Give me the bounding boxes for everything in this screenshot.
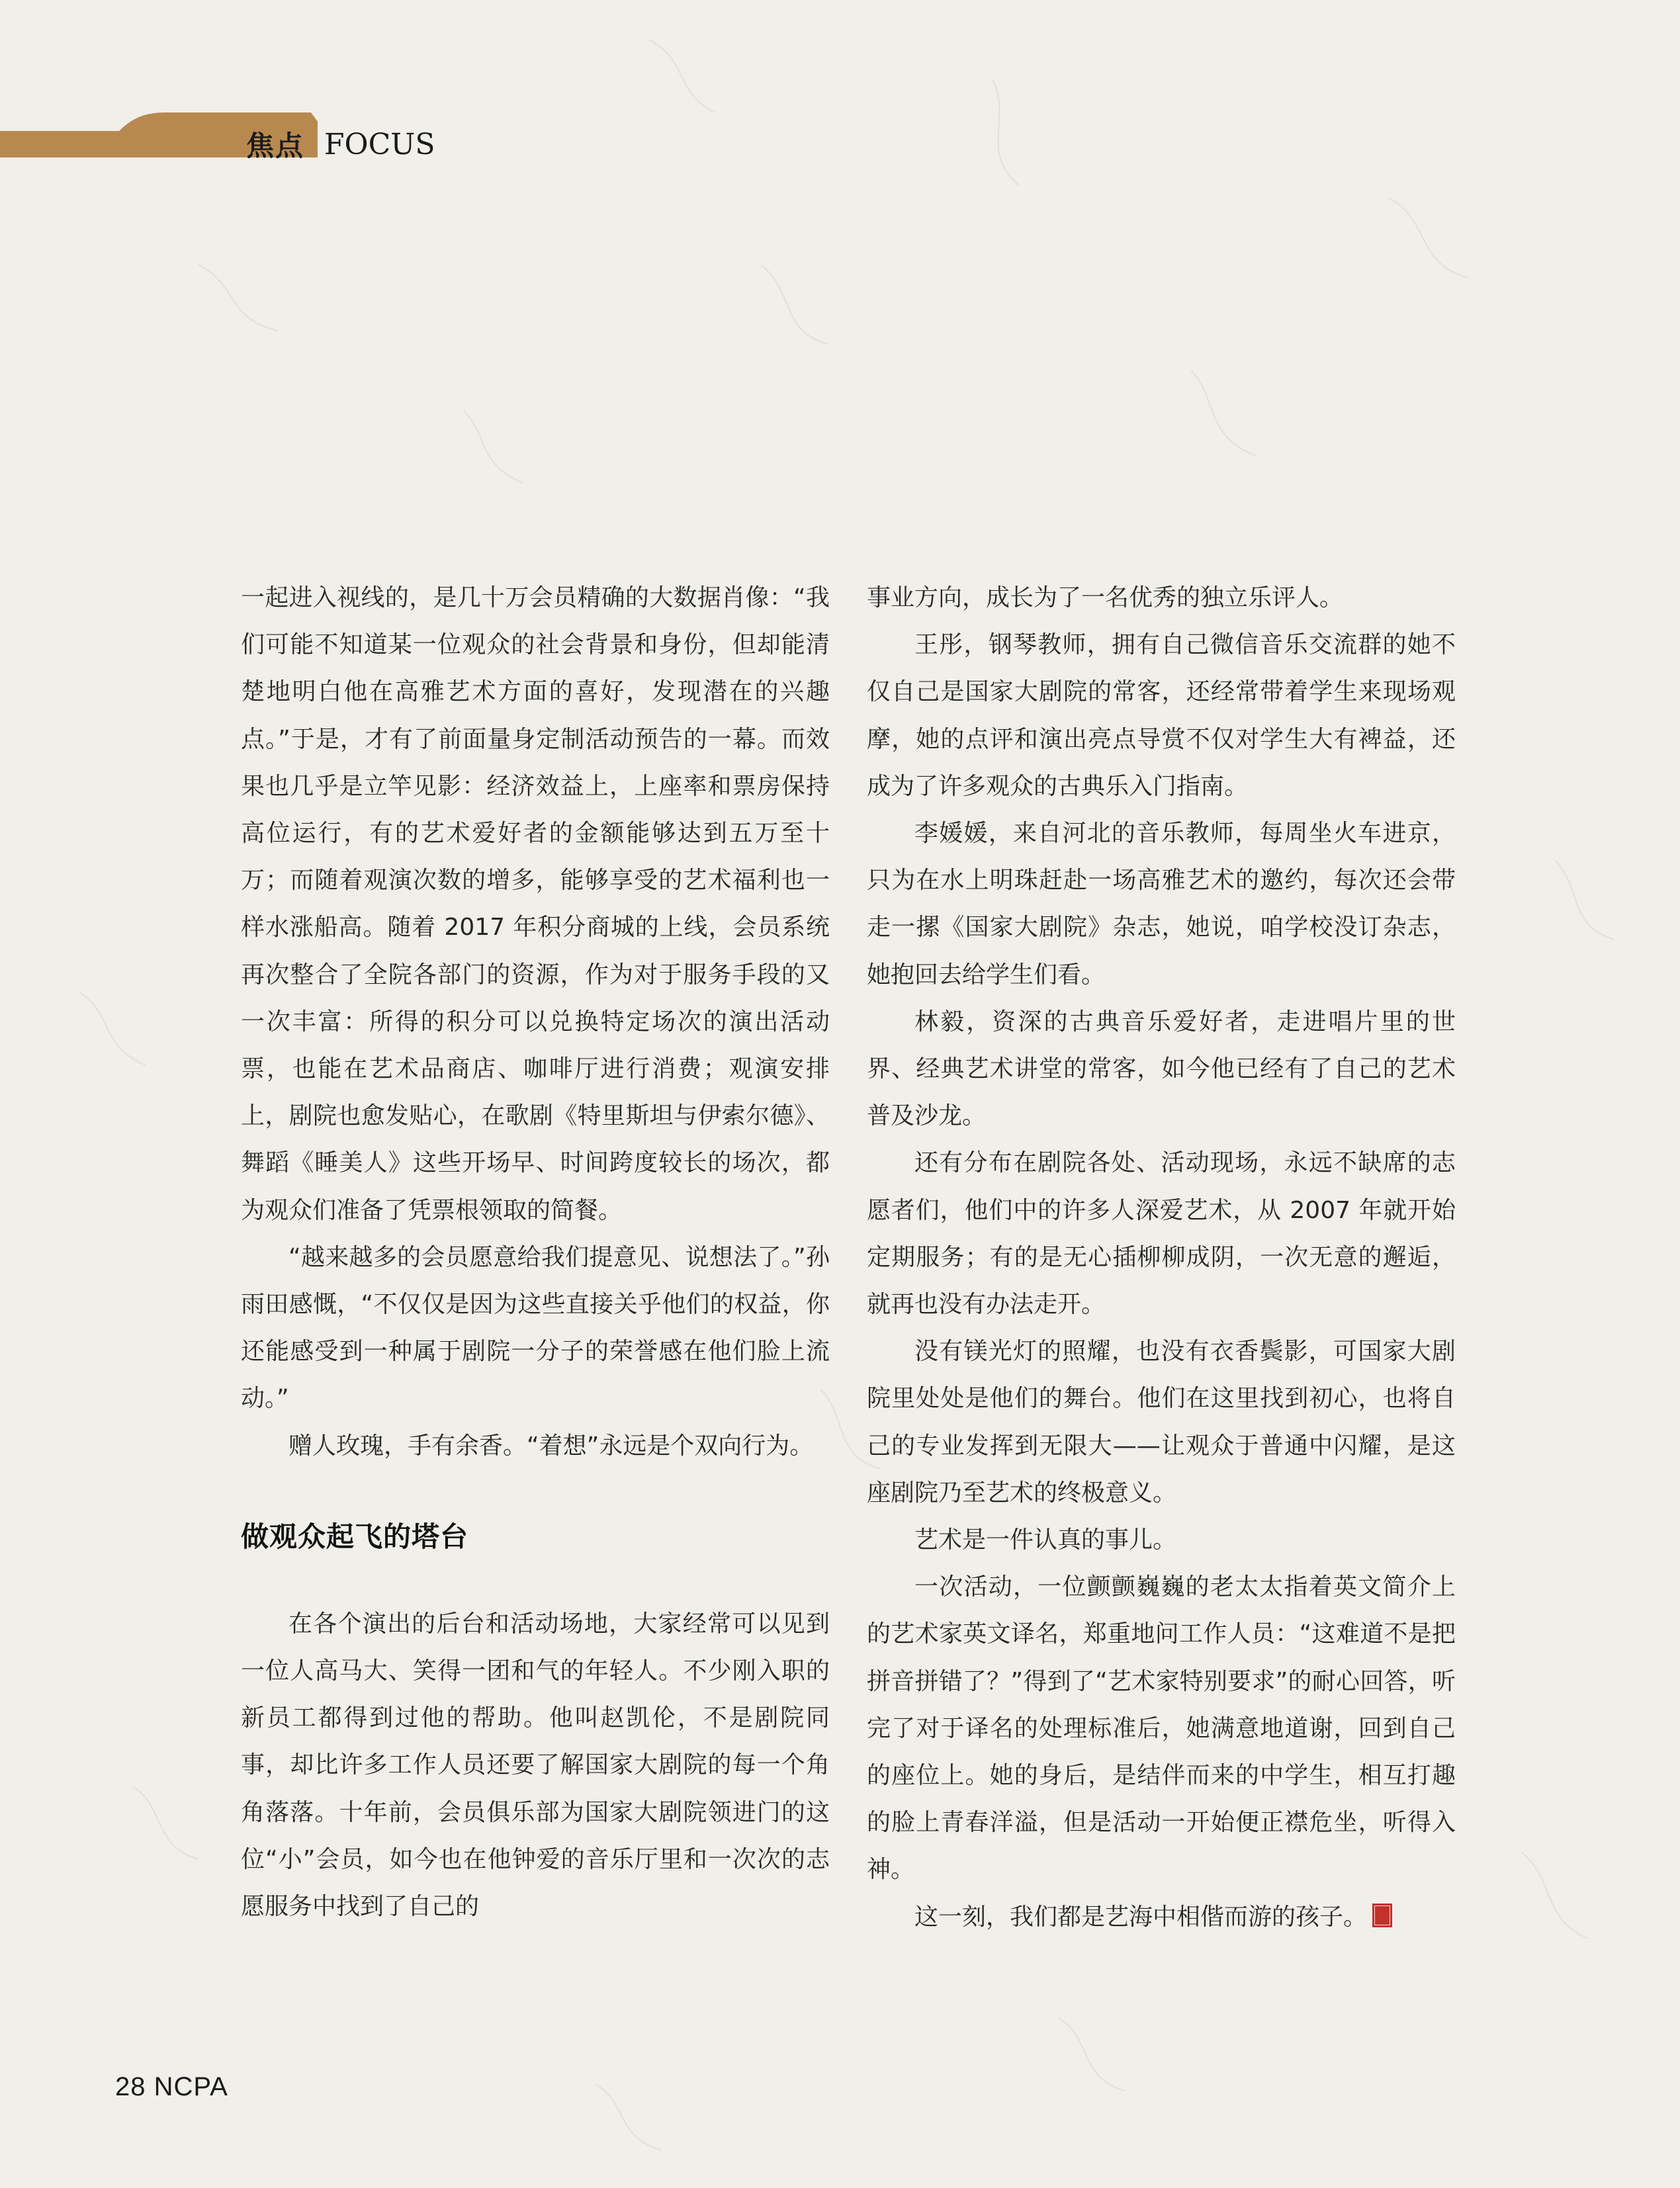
article-column-right — [867, 574, 1456, 1941]
paragraph: 李媛媛，来自河北的音乐教师，每周坐火车进京，只为在水上明珠赶赴一场高雅艺术的邀约，每次还会带走一摞《国家大剧院》杂志，她说，咱学校没订杂志，她抱回去给学生们看。 — [867, 820, 1456, 988]
closing-paragraph — [867, 1894, 1456, 1941]
paragraph: 一次活动，一位颤颤巍巍的老太太指着英文简介上的艺术家英文译名，郑重地问工作人员：“这难道不是把拼音拼错了？”得到了“艺术家特别要求”的耐心回答，听完了对于译名的处理标准后，她满意地道谢，回到自己的座位上。她的身后，是结伴而来的中学生，相互打趣的脸上青春洋溢，但是活动一开始便正襟危坐，听得入神。 — [867, 1573, 1456, 1884]
section-label — [246, 124, 435, 164]
section-title-en: FOCUS — [324, 127, 435, 161]
paragraph: 事业方向，成长为了一名优秀的独立乐评人。 — [867, 584, 1344, 611]
page-number: 28 — [115, 2072, 146, 2101]
paragraph: 在各个演出的后台和活动场地，大家经常可以见到一位人高马大、笑得一团和气的年轻人。不少刚入职的新员工都得到过他的帮助。他叫赵凯伦，不是剧院同事，却比许多工作人员还要了解国家大剧院的每一个角角落落。十年前，会员俱乐部为国家大剧院领进门的这位“小”会员，如今也在他钟爱的音乐厅里和一次次的志愿服务中找到了自己的 — [241, 1610, 830, 1921]
magazine-name: NCPA — [154, 2072, 228, 2101]
end-mark-icon — [1372, 1904, 1392, 1927]
paragraph: 一起进入视线的，是几十万会员精确的大数据肖像：“我们可能不知道某一位观众的社会背景和身份，但却能清楚地明白他在高雅艺术方面的喜好，发现潜在的兴趣点。”于是，才有了前面量身定制活动预告的一幕。而效果也几乎是立竿见影：经济效益上，上座率和票房保持高位运行，有的艺术爱好者的金额能够达到五万至十万；而随着观演次数的增多，能够享受的艺术福利也一样水涨船高。随着 2017 年积分商城的上线，会员系统再次整合了全院各部门的资源，作为对于服务手段的又一次丰富：所得的积分可以兑换特定场次的演出活动票，也能在艺术品商店、咖啡厅进行消费；观演安排上，剧院也愈发贴心，在歌剧《特里斯坦与伊索尔德》、舞蹈《睡美人》这些开场早、时间跨度较长的场次，都为观众们准备了凭票根领取的简餐。 — [241, 584, 830, 1224]
paragraph: “越来越多的会员愿意给我们提意见、说想法了。”孙雨田感慨，“不仅仅是因为这些直接关乎他们的权益，你还能感受到一种属于剧院一分子的荣誉感在他们脸上流动。” — [241, 1243, 830, 1413]
paragraph: 王彤，钢琴教师，拥有自己微信音乐交流群的她不仅自己是国家大剧院的常客，还经常带着学生来现场观摩，她的点评和演出亮点导赏不仅对学生大有裨益，还成为了许多观众的古典乐入门指南。 — [867, 631, 1456, 800]
article-column-left — [241, 574, 830, 1930]
section-heading: 做观众起飞的塔台 — [241, 1520, 469, 1553]
paragraph: 还有分布在剧院各处、活动现场，永远不缺席的志愿者们，他们中的许多人深爱艺术，从 2007 年就开始定期服务；有的是无心插柳柳成阴，一次无意的邂逅，就再也没有办法走开。 — [867, 1149, 1456, 1319]
paragraph: 没有镁光灯的照耀，也没有衣香鬓影，可国家大剧院里处处是他们的舞台。他们在这里找到初心，也将自己的专业发挥到无限大——让观众于普通中闪耀，是这座剧院乃至艺术的终极意义。 — [867, 1338, 1456, 1507]
closing-text: 这一刻，我们都是艺海中相偕而游的孩子。 — [914, 1903, 1368, 1931]
paragraph: 赠人玫瑰，手有余香。“着想”永远是个双向行为。 — [288, 1432, 814, 1460]
paragraph: 林毅，资深的古典音乐爱好者，走进唱片里的世界、经典艺术讲堂的常客，如今他已经有了自己的艺术普及沙龙。 — [867, 1008, 1456, 1130]
section-title-cn: 焦点 — [246, 130, 305, 162]
paragraph: 艺术是一件认真的事儿。 — [914, 1526, 1177, 1554]
page-folio — [115, 2072, 228, 2102]
